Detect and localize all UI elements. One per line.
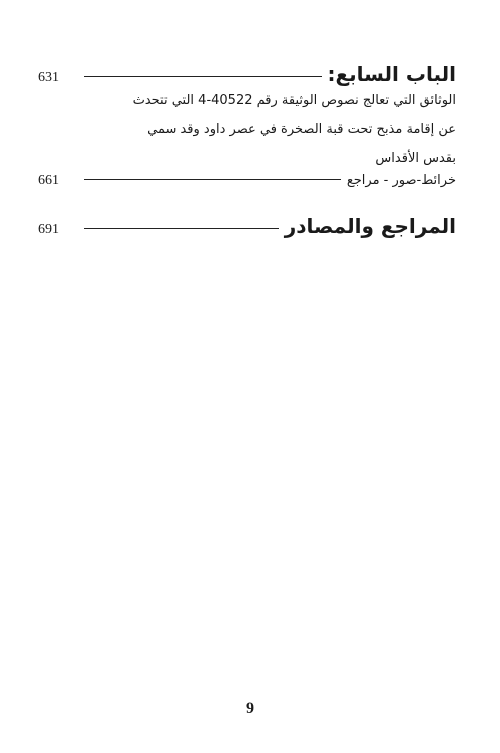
page-ref-chapter7: 631	[38, 70, 59, 85]
page-ref-maps: 661	[38, 173, 59, 188]
maps-entry-title: خرائط-صور - مراجع	[346, 173, 456, 188]
references-title: المراجع والمصادر	[284, 214, 456, 238]
chapter7-title: الباب السابع:	[327, 62, 456, 86]
chapter7-description	[126, 86, 456, 173]
toc-entry-chapter7	[38, 62, 456, 86]
description-line: الوثائق التي تعالج نصوص الوثيقة رقم 40522-4 التي تتحدث	[132, 93, 456, 108]
dotted-leader	[84, 76, 322, 77]
page-number: 9	[246, 700, 254, 717]
dotted-leader	[84, 179, 341, 180]
dotted-leader	[84, 228, 279, 229]
page-ref-references: 691	[38, 222, 59, 237]
description-line: بقدس الأقداس	[375, 151, 456, 166]
toc-entry-references	[38, 214, 456, 238]
toc-entry-maps	[38, 173, 456, 189]
description-line: عن إقامة مذبح تحت قبة الصخرة في عصر داود وقد سمي	[147, 122, 456, 137]
